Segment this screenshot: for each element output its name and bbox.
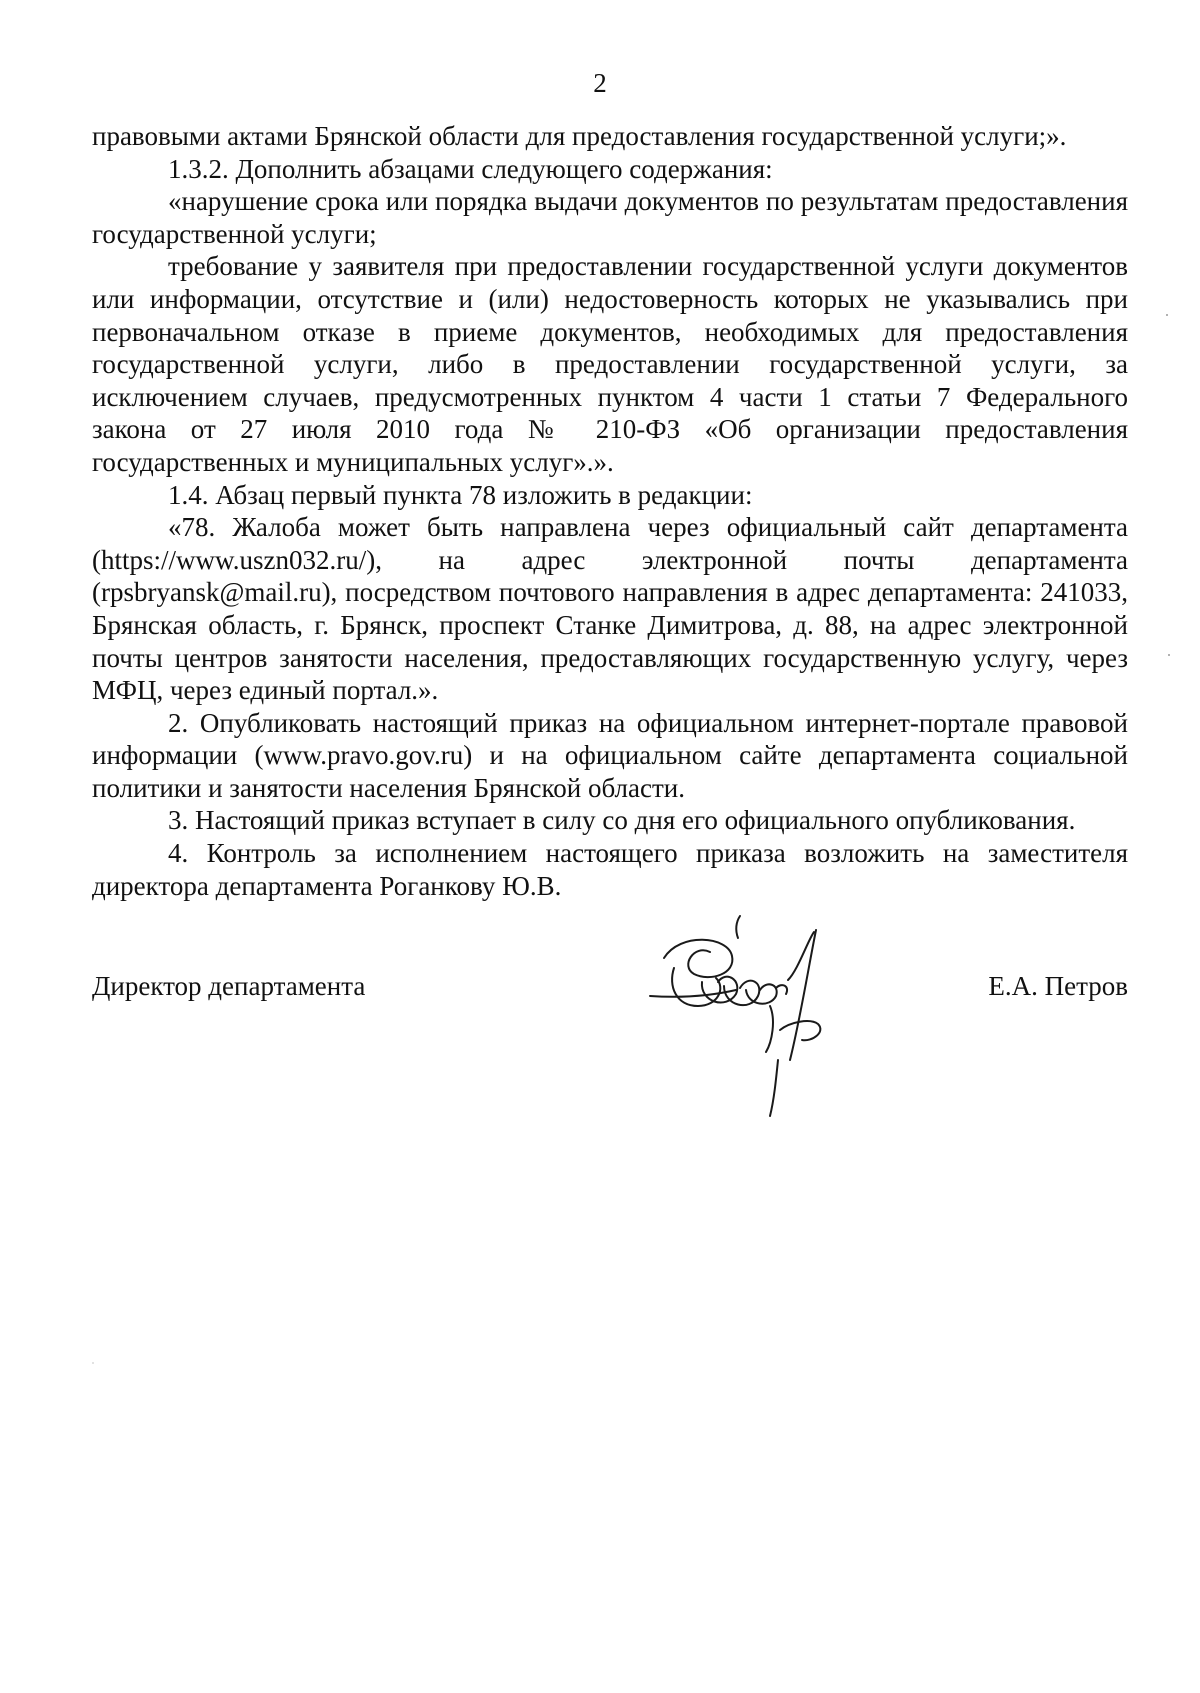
- paragraph-violation-term: «нарушение срока или порядка выдачи документов по результатам предоставления государственной услуги;: [92, 186, 1128, 249]
- signature-block: [92, 970, 1128, 1010]
- scan-speck: [1166, 314, 1168, 316]
- paragraph-item-2: 2. Опубликовать настоящий приказ на официальном интернет-портале правовой информации (www.pravo.gov.ru) и на официальном сайте департамента социальной политики и занятости населения Брянской области.: [92, 707, 1128, 803]
- scan-speck: [1168, 654, 1170, 656]
- paragraph-item-3: 3. Настоящий приказ вступает в силу со дня его официального опубликования.: [168, 805, 1076, 836]
- paragraph-continuation: правовыми актами Брянской области для предоставления государственной услуги;».: [92, 121, 1067, 151]
- signatory-position: Директор департамента: [92, 971, 366, 1001]
- document-body: [92, 120, 1128, 902]
- handwritten-signature: [640, 910, 870, 1120]
- paragraph-item-78: «78. Жалоба может быть направлена через официальный сайт департамента (https://www.uszn032.ru/), на адрес электронной почты департамента (rpsbryansk@mail.ru), посредством почтового направления в адрес департамента: 241033, Брянская область, г. Брянск, проспект Станке Димитрова, д. 88, на адрес электронной почты центров занятости населения, предоставляющих государственную услугу, через МФЦ, через единый портал.».: [92, 512, 1128, 706]
- paragraph-item-1-3-2: 1.3.2. Дополнить абзацами следующего содержания:: [168, 153, 773, 184]
- paragraph-requirement: требование у заявителя при предоставлении государственной услуги документов или информации, отсутствие и (или) недостоверность которых не указывались при первоначальном отказе в приеме документов, необходимых для предоставления государственной услуги, либо в предоставлении государственной услуги, за исключением случаев, предусмотренных пунктом 4 части 1 статьи 7 Федерального закона от 27 июля 2010 года № 210-ФЗ «Об организации предоставления государственных и муниципальных услуг».».: [92, 251, 1128, 477]
- paragraph-item-4: 4. Контроль за исполнением настоящего приказа возложить на заместителя директора департамента Роганкову Ю.В.: [92, 838, 1128, 901]
- paragraph-item-1-4: 1.4. Абзац первый пункта 78 изложить в редакции:: [168, 479, 753, 510]
- signatory-name: Е.А. Петров: [988, 971, 1128, 1001]
- page-number: 2: [593, 68, 607, 98]
- scan-speck: [92, 1362, 94, 1364]
